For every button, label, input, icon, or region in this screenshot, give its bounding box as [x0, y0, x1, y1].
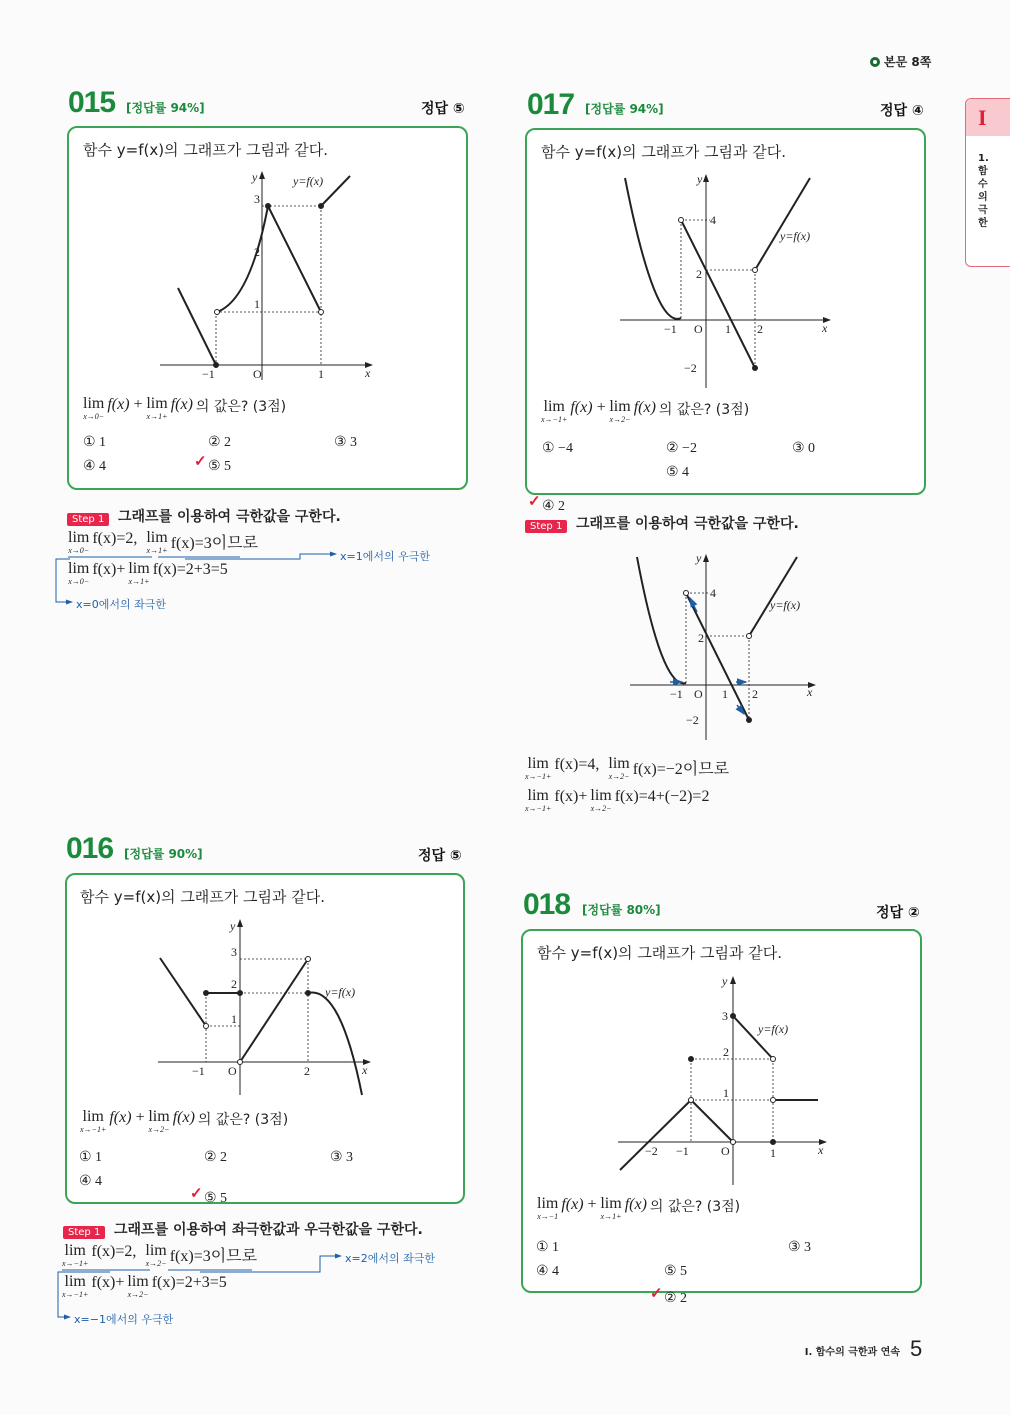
- annotation-right-limit: x=−1에서의 우극한: [74, 1313, 174, 1326]
- graph-label: 2: [723, 1045, 729, 1059]
- check-mark-icon: ✓: [194, 454, 207, 470]
- graph-mark: [670, 551, 813, 727]
- lim: lim: [64, 1242, 86, 1259]
- sol-text: f(x)=2+3=5: [152, 561, 228, 578]
- lim: lim: [128, 560, 150, 577]
- problem-box: [525, 128, 926, 495]
- graph-label: −1: [670, 687, 683, 701]
- problem-question: [541, 399, 749, 424]
- lim: lim: [600, 1195, 622, 1212]
- graph-label: O: [694, 687, 703, 701]
- graph-label: 1: [722, 687, 728, 701]
- graph-label: 2: [752, 687, 758, 701]
- fx: f(x): [109, 1109, 132, 1126]
- graph-mark: [686, 593, 749, 720]
- choice-5[interactable]: ⑤ 4: [666, 465, 690, 480]
- graph-label: −1: [192, 1064, 205, 1078]
- choice-1[interactable]: ① 1: [536, 1240, 560, 1255]
- check-mark-icon: ✓: [190, 1186, 203, 1202]
- choice-3[interactable]: ③ 0: [792, 441, 816, 456]
- graph-label: y=f(x): [325, 985, 356, 999]
- graph-label: O: [694, 322, 703, 336]
- correct-rate: [정답률 94%]: [585, 102, 664, 116]
- choice-4[interactable]: ④ 4: [536, 1264, 560, 1279]
- lim-sub: x→−1+: [541, 415, 568, 424]
- lim-sub: x→2−: [608, 772, 630, 781]
- plus: +: [132, 396, 144, 413]
- axis-label: x: [365, 366, 371, 380]
- graph-label: y=f(x): [770, 598, 801, 612]
- origin-label: O: [253, 367, 262, 381]
- check-mark-icon: ✓: [650, 1286, 663, 1302]
- step-title: 그래프를 이용하여 극한값을 구한다.: [118, 509, 341, 525]
- lim: lim: [68, 560, 90, 577]
- graph-mark: [686, 593, 749, 720]
- problem-box: [67, 126, 468, 490]
- sol-text: f(x)=4,: [554, 756, 600, 773]
- sol-text: f(x)+: [92, 561, 126, 578]
- lim: lim: [527, 787, 549, 804]
- question-tail: 의 값은? (3점): [195, 399, 287, 415]
- lim: lim: [127, 1273, 149, 1290]
- footer-chapter: I. 함수의 극한과 연속: [804, 1347, 900, 1358]
- graph-label: 3: [722, 1009, 728, 1023]
- sol-text: f(x)=3이므로: [169, 1248, 258, 1265]
- sol-text: f(x)=−2이므로: [632, 761, 730, 778]
- check-mark-icon: ✓: [528, 494, 541, 510]
- graph-mark: [749, 557, 797, 636]
- graph-mark: [637, 557, 686, 683]
- lim-sub: x→−1+: [525, 804, 552, 813]
- graph-label: −2: [686, 713, 699, 727]
- annotation-right-limit: x=1에서의 우극한: [340, 550, 430, 563]
- lim: lim: [590, 787, 612, 804]
- question-tail: 의 값은? (3점): [197, 1112, 289, 1128]
- choice-4[interactable]: ④ 4: [83, 459, 107, 474]
- graph-mark: [747, 634, 752, 639]
- graph-label: 2: [757, 322, 763, 336]
- graph-mark: [637, 557, 797, 720]
- graph-label: −1: [676, 1144, 689, 1158]
- sol-text: f(x)+: [91, 1274, 125, 1291]
- lim: lim: [64, 1273, 86, 1290]
- graph-label: O: [228, 1064, 237, 1078]
- annotation-left-limit: x=2에서의 좌극한: [345, 1252, 435, 1265]
- lim-sub: x→0−: [68, 546, 90, 555]
- choice-3[interactable]: ③ 3: [330, 1150, 354, 1165]
- lim: lim: [527, 755, 549, 772]
- graph-label: 1: [231, 1012, 237, 1026]
- answer-label: 정답 ④: [880, 103, 924, 119]
- tick-label: −1: [202, 367, 215, 381]
- circle-bullet-icon: [870, 57, 880, 67]
- solution-line-2: [62, 1274, 227, 1299]
- answer-label: 정답 ⑤: [418, 848, 462, 864]
- lim-sub: x→−1+: [80, 1125, 107, 1134]
- sol-text: f(x)=2+3=5: [151, 1274, 227, 1291]
- choice-5[interactable]: ⑤ 5: [664, 1264, 688, 1279]
- graph-label: 2: [696, 267, 702, 281]
- graph-label: 3: [231, 945, 237, 959]
- lim-sub: x→−1+: [525, 772, 552, 781]
- step-title: 그래프를 이용하여 좌극한값과 우극한값을 구한다.: [114, 1222, 423, 1238]
- lim-sub: x→0−: [68, 577, 90, 586]
- lim-sub: x→2−: [148, 1125, 170, 1134]
- problem-stem: 함수 y=f(x)의 그래프가 그림과 같다.: [537, 944, 783, 962]
- graph-label: x: [362, 1063, 368, 1077]
- choice-2-checked[interactable]: [650, 1286, 1010, 1307]
- tick-label: 3: [254, 192, 260, 206]
- problem-stem: 함수 y=f(x)의 그래프가 그림과 같다.: [541, 143, 787, 161]
- step-badge: Step 1: [525, 520, 567, 533]
- tick-label: 2: [254, 245, 260, 259]
- graph-label: y: [697, 172, 703, 186]
- chapter-label: 1. 함수의 극한: [978, 153, 989, 229]
- choice-2[interactable]: ② 2: [208, 435, 232, 450]
- annotation-left-limit: x=0에서의 좌극한: [76, 598, 166, 611]
- graph-label: x: [818, 1143, 824, 1157]
- problem-box: [65, 873, 465, 1204]
- choice-1[interactable]: ① 1: [79, 1150, 103, 1165]
- lim-sub: x→1+: [146, 412, 168, 421]
- correct-rate: [정답률 90%]: [124, 847, 203, 861]
- graph-mark: [690, 598, 697, 612]
- tick-label: 1: [318, 367, 324, 381]
- graph-label: 2: [231, 977, 237, 991]
- lim: lim: [83, 395, 105, 412]
- limit-arrows: [670, 598, 746, 714]
- problem-question: [537, 1196, 740, 1221]
- tick-label: 1: [254, 297, 260, 311]
- step-badge: Step 1: [63, 1226, 105, 1239]
- problem-question: [80, 1109, 288, 1134]
- graph-label: 4: [710, 213, 716, 227]
- lim-sub: x→2−: [590, 804, 612, 813]
- graph-label: −2: [645, 1144, 658, 1158]
- chapter-side-tab[interactable]: [965, 98, 1010, 267]
- graph-label: −1: [664, 322, 677, 336]
- lim: lim: [148, 1108, 170, 1125]
- graph-mark: [684, 591, 689, 596]
- problem-stem: 함수 y=f(x)의 그래프가 그림과 같다.: [80, 888, 326, 906]
- choice-2[interactable]: ② 2: [204, 1150, 228, 1165]
- sol-text: f(x)=2,: [92, 530, 138, 547]
- solution-line-1: [62, 1243, 257, 1268]
- choice-1[interactable]: ① −4: [542, 441, 573, 456]
- choice-text: ⑤ 5: [204, 1191, 228, 1206]
- lim-sub: x→1+: [128, 577, 150, 586]
- lim: lim: [543, 398, 565, 415]
- sol-text: f(x)+: [554, 788, 588, 805]
- graph-label: 1: [770, 1146, 776, 1160]
- question-tail: 의 값은? (3점): [658, 402, 750, 418]
- graph-mark: [747, 718, 752, 723]
- fx: f(x): [172, 1109, 195, 1126]
- graph-label: y: [696, 551, 702, 565]
- choice-3[interactable]: ③ 3: [334, 435, 358, 450]
- lim-sub: x→−1: [537, 1212, 559, 1221]
- choice-text: ② 2: [664, 1291, 688, 1306]
- step-badge: Step 1: [67, 513, 109, 526]
- plus: +: [134, 1109, 146, 1126]
- answer-label: 정답 ⑤: [421, 101, 465, 117]
- sol-text: f(x)=2,: [91, 1243, 137, 1260]
- problem-question: [83, 396, 286, 421]
- graph-label: 1: [725, 322, 731, 336]
- lim: lim: [146, 529, 168, 546]
- choice-2[interactable]: ② −2: [666, 441, 697, 456]
- sol-text: f(x)=4+(−2)=2: [614, 788, 710, 805]
- plus: +: [586, 1196, 598, 1213]
- solution-line-2: [525, 788, 709, 813]
- plus: +: [595, 399, 607, 416]
- question-tail: 의 값은? (3점): [649, 1199, 741, 1215]
- choice-4[interactable]: ④ 4: [79, 1174, 103, 1189]
- lim: lim: [68, 529, 90, 546]
- answer-label: 정답 ②: [876, 905, 920, 921]
- choice-text: ⑤ 5: [208, 459, 232, 474]
- lim-sub: x→2−: [127, 1290, 149, 1299]
- problem-box: [521, 929, 922, 1293]
- fx: f(x): [570, 399, 593, 416]
- graph-label: 2: [304, 1064, 310, 1078]
- graph-label: O: [721, 1144, 730, 1158]
- page-reference: [870, 53, 931, 70]
- solution-line-1: [525, 756, 729, 781]
- lim: lim: [609, 398, 631, 415]
- lim-sub: x→2−: [145, 1259, 167, 1268]
- graph-label: −2: [684, 361, 697, 375]
- lim: lim: [145, 1242, 167, 1259]
- fx: f(x): [633, 399, 656, 416]
- fx: f(x): [107, 396, 130, 413]
- problem-number: 017: [527, 88, 575, 121]
- part-numeral: I: [966, 99, 1010, 136]
- page-number: 5: [910, 1336, 923, 1361]
- lim: lim: [82, 1108, 104, 1125]
- graph-label: 1: [723, 1086, 729, 1100]
- solution-line-2: [68, 561, 228, 586]
- lim: lim: [608, 755, 630, 772]
- correct-rate: [정답률 94%]: [126, 101, 205, 115]
- lim: lim: [537, 1195, 559, 1212]
- step-title: 그래프를 이용하여 극한값을 구한다.: [576, 516, 799, 532]
- graph-label: 2: [698, 631, 704, 645]
- graph-label: 4: [710, 586, 716, 600]
- problem-number: 015: [68, 86, 116, 119]
- graph-label: y: [722, 974, 728, 988]
- fx: f(x): [624, 1196, 647, 1213]
- lim-sub: x→0−: [83, 412, 105, 421]
- axis-label: y: [252, 170, 258, 184]
- fx: f(x): [561, 1196, 584, 1213]
- graph-label: y=f(x): [758, 1022, 789, 1036]
- problem-stem: 함수 y=f(x)의 그래프가 그림과 같다.: [83, 141, 329, 159]
- lim-sub: x→1+: [600, 1212, 622, 1221]
- lim-sub: x→1+: [146, 546, 168, 555]
- lim-sub: x→2−: [609, 415, 631, 424]
- correct-rate: [정답률 80%]: [582, 903, 661, 917]
- graph-label: y: [230, 919, 236, 933]
- graph-mark: [737, 705, 744, 714]
- fx: f(x): [170, 396, 193, 413]
- problem-number: 018: [523, 888, 571, 921]
- sol-text: f(x)=3이므로: [170, 535, 259, 552]
- choice-3[interactable]: ③ 3: [788, 1240, 812, 1255]
- graph-label: x: [822, 321, 828, 335]
- solution-line-1: [68, 530, 258, 555]
- reference-text: 본문 8쪽: [884, 55, 932, 69]
- lim-sub: x→−1+: [62, 1290, 89, 1299]
- curve-label: y=f(x): [293, 174, 324, 188]
- graph-017-solution: [630, 551, 815, 740]
- lim: lim: [146, 395, 168, 412]
- problem-number: 016: [66, 832, 114, 865]
- lim-sub: x→−1+: [62, 1259, 89, 1268]
- graph-label: y=f(x): [780, 229, 811, 243]
- choice-1[interactable]: ① 1: [83, 435, 107, 450]
- choice-text: ④ 2: [542, 499, 566, 514]
- graph-label: x: [807, 685, 813, 699]
